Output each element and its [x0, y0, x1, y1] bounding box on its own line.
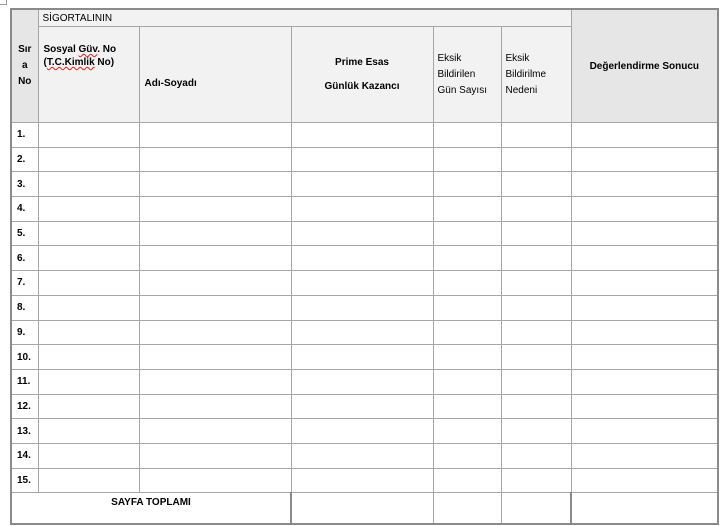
page-total-row — [11, 493, 718, 525]
cell-daily-earnings[interactable] — [291, 468, 433, 493]
cell-missing-reason[interactable] — [501, 147, 571, 172]
cell-social-security-no[interactable] — [38, 394, 139, 419]
table-row — [11, 172, 718, 197]
cell-social-security-no[interactable] — [38, 271, 139, 296]
cell-social-security-no[interactable] — [38, 197, 139, 222]
cell-missing-days[interactable] — [433, 271, 501, 296]
cell-missing-days[interactable] — [433, 221, 501, 246]
cell-missing-days[interactable] — [433, 295, 501, 320]
cell-social-security-no[interactable] — [38, 246, 139, 271]
header-name: Adı-Soyadı — [139, 27, 291, 123]
cell-social-security-no[interactable] — [38, 468, 139, 493]
table-row — [11, 197, 718, 222]
header-missing-reason: Eksik Bildirilme Nedeni — [501, 27, 571, 123]
total-missing-days[interactable] — [433, 493, 501, 525]
row-number: 7. — [11, 271, 38, 296]
cell-missing-days[interactable] — [433, 123, 501, 148]
cell-daily-earnings[interactable] — [291, 147, 433, 172]
row-number: 2. — [11, 147, 38, 172]
table-row — [11, 221, 718, 246]
cell-missing-reason[interactable] — [501, 320, 571, 345]
cell-name[interactable] — [139, 369, 291, 394]
table-row — [11, 345, 718, 370]
total-evaluation[interactable] — [571, 493, 718, 525]
cell-name[interactable] — [139, 345, 291, 370]
cell-missing-days[interactable] — [433, 320, 501, 345]
cell-missing-days[interactable] — [433, 246, 501, 271]
cell-social-security-no[interactable] — [38, 147, 139, 172]
cell-missing-days[interactable] — [433, 197, 501, 222]
cell-missing-days[interactable] — [433, 419, 501, 444]
cell-daily-earnings[interactable] — [291, 419, 433, 444]
cell-name[interactable] — [139, 320, 291, 345]
cell-evaluation[interactable] — [571, 320, 718, 345]
cell-name[interactable] — [139, 123, 291, 148]
cell-missing-days[interactable] — [433, 468, 501, 493]
page-corner-mark — [0, 0, 7, 5]
cell-daily-earnings[interactable] — [291, 295, 433, 320]
cell-daily-earnings[interactable] — [291, 443, 433, 468]
cell-missing-reason[interactable] — [501, 468, 571, 493]
cell-missing-days[interactable] — [433, 443, 501, 468]
table-row — [11, 394, 718, 419]
cell-name[interactable] — [139, 468, 291, 493]
cell-daily-earnings[interactable] — [291, 345, 433, 370]
cell-evaluation[interactable] — [571, 246, 718, 271]
cell-missing-reason[interactable] — [501, 123, 571, 148]
cell-evaluation[interactable] — [571, 295, 718, 320]
cell-missing-reason[interactable] — [501, 443, 571, 468]
cell-social-security-no[interactable] — [38, 320, 139, 345]
row-number: 10. — [11, 345, 38, 370]
table-row — [11, 369, 718, 394]
row-number: 15. — [11, 468, 38, 493]
row-number: 9. — [11, 320, 38, 345]
insured-persons-table — [10, 8, 719, 525]
cell-daily-earnings[interactable] — [291, 246, 433, 271]
cell-name[interactable] — [139, 172, 291, 197]
row-number: 14. — [11, 443, 38, 468]
cell-evaluation[interactable] — [571, 197, 718, 222]
table-row — [11, 295, 718, 320]
cell-name[interactable] — [139, 197, 291, 222]
cell-missing-days[interactable] — [433, 369, 501, 394]
row-number: 11. — [11, 369, 38, 394]
cell-missing-days[interactable] — [433, 172, 501, 197]
row-number: 6. — [11, 246, 38, 271]
cell-missing-reason[interactable] — [501, 295, 571, 320]
cell-evaluation[interactable] — [571, 123, 718, 148]
cell-daily-earnings[interactable] — [291, 320, 433, 345]
cell-daily-earnings[interactable] — [291, 369, 433, 394]
cell-daily-earnings[interactable] — [291, 197, 433, 222]
cell-missing-reason[interactable] — [501, 419, 571, 444]
table-row — [11, 271, 718, 296]
table-row — [11, 147, 718, 172]
cell-social-security-no[interactable] — [38, 221, 139, 246]
cell-daily-earnings[interactable] — [291, 271, 433, 296]
cell-missing-reason[interactable] — [501, 172, 571, 197]
cell-daily-earnings[interactable] — [291, 394, 433, 419]
cell-social-security-no[interactable] — [38, 345, 139, 370]
cell-evaluation[interactable] — [571, 345, 718, 370]
cell-evaluation[interactable] — [571, 443, 718, 468]
cell-missing-reason[interactable] — [501, 197, 571, 222]
cell-evaluation[interactable] — [571, 147, 718, 172]
page-total-label: SAYFA TOPLAMI — [11, 493, 291, 525]
cell-evaluation[interactable] — [571, 369, 718, 394]
row-number: 8. — [11, 295, 38, 320]
cell-missing-reason[interactable] — [501, 369, 571, 394]
cell-missing-days[interactable] — [433, 345, 501, 370]
row-number: 5. — [11, 221, 38, 246]
cell-social-security-no[interactable] — [38, 443, 139, 468]
cell-missing-reason[interactable] — [501, 394, 571, 419]
cell-evaluation[interactable] — [571, 394, 718, 419]
cell-name[interactable] — [139, 147, 291, 172]
header-sira-no: Sır a No — [11, 9, 38, 123]
total-missing-reason[interactable] — [501, 493, 571, 525]
cell-missing-reason[interactable] — [501, 221, 571, 246]
cell-daily-earnings[interactable] — [291, 172, 433, 197]
cell-missing-reason[interactable] — [501, 345, 571, 370]
header-missing-days: Eksik Bildirilen Gün Sayısı — [433, 27, 501, 123]
cell-missing-days[interactable] — [433, 394, 501, 419]
cell-social-security-no[interactable] — [38, 419, 139, 444]
cell-social-security-no[interactable] — [38, 123, 139, 148]
cell-social-security-no[interactable] — [38, 295, 139, 320]
cell-missing-reason[interactable] — [501, 246, 571, 271]
cell-social-security-no[interactable] — [38, 369, 139, 394]
cell-name[interactable] — [139, 221, 291, 246]
cell-evaluation[interactable] — [571, 468, 718, 493]
header-daily-earnings: Prime Esas Günlük Kazancı — [291, 27, 433, 123]
row-number: 12. — [11, 394, 38, 419]
cell-missing-reason[interactable] — [501, 271, 571, 296]
cell-daily-earnings[interactable] — [291, 221, 433, 246]
table-row — [11, 468, 718, 493]
cell-missing-days[interactable] — [433, 147, 501, 172]
total-daily-earnings[interactable] — [291, 493, 433, 525]
cell-evaluation[interactable] — [571, 419, 718, 444]
header-group-insured: SİGORTALININ — [38, 9, 571, 27]
row-number: 1. — [11, 123, 38, 148]
header-social-security-no: Sosyal Güv. No (T.C.Kimlik No) — [38, 27, 139, 123]
row-number: 3. — [11, 172, 38, 197]
header-evaluation: Değerlendirme Sonucu — [571, 9, 718, 123]
cell-name[interactable] — [139, 443, 291, 468]
table-row — [11, 246, 718, 271]
cell-name[interactable] — [139, 394, 291, 419]
cell-social-security-no[interactable] — [38, 172, 139, 197]
row-number: 13. — [11, 419, 38, 444]
table-row — [11, 320, 718, 345]
table-row — [11, 123, 718, 148]
cell-daily-earnings[interactable] — [291, 123, 433, 148]
table-row — [11, 419, 718, 444]
table-row — [11, 443, 718, 468]
row-number: 4. — [11, 197, 38, 222]
cell-name[interactable] — [139, 295, 291, 320]
cell-evaluation[interactable] — [571, 271, 718, 296]
cell-evaluation[interactable] — [571, 221, 718, 246]
cell-name[interactable] — [139, 271, 291, 296]
cell-evaluation[interactable] — [571, 172, 718, 197]
cell-name[interactable] — [139, 246, 291, 271]
cell-name[interactable] — [139, 419, 291, 444]
